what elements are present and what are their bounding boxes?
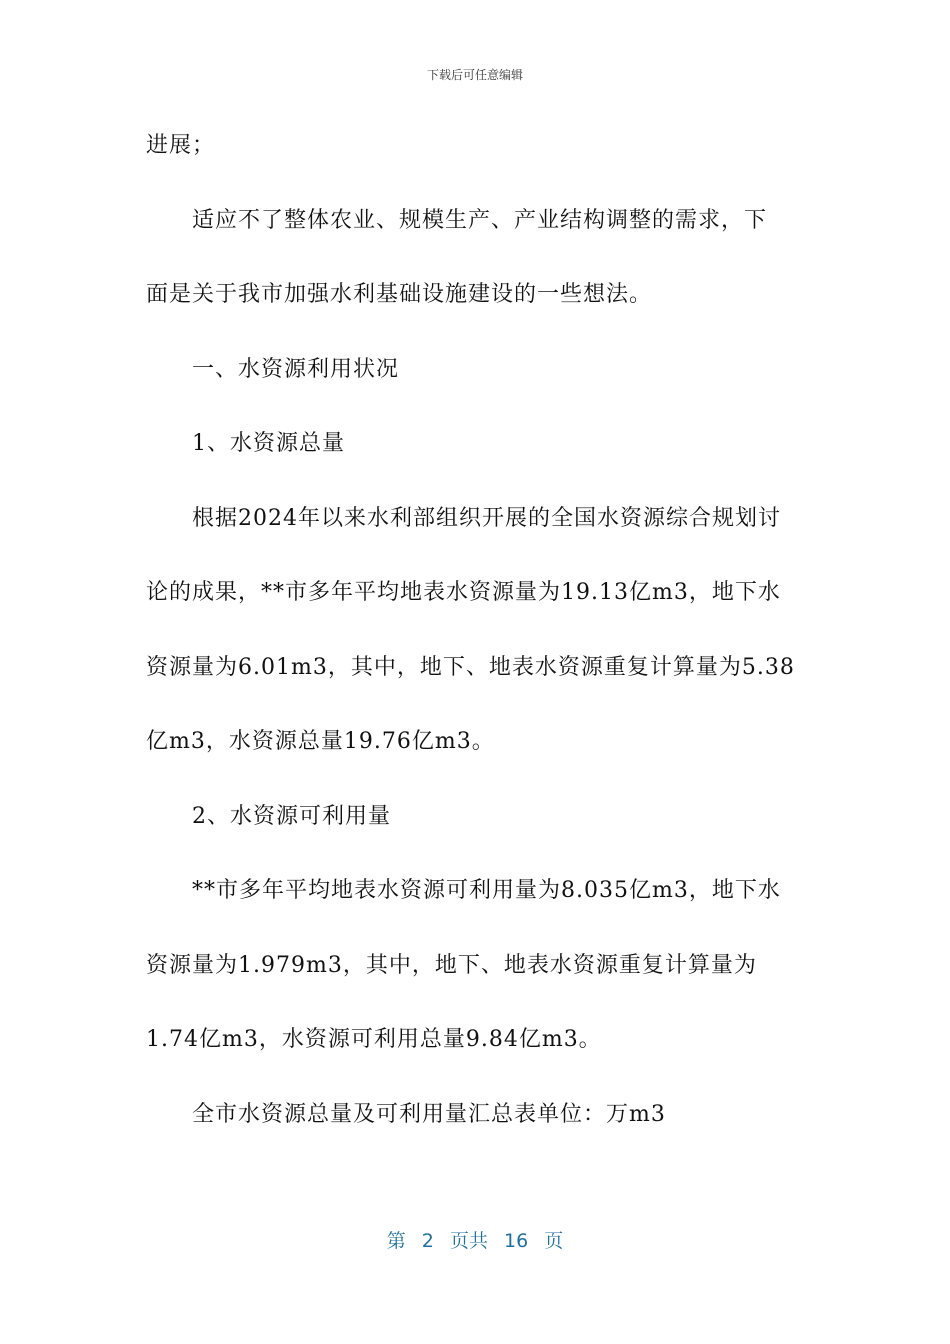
subsection-heading-1: 1、水资源总量 xyxy=(192,431,345,456)
page-footer xyxy=(0,1226,950,1253)
text-line-12: 资源量为1.979m3，其中，地下、地表水资源重复计算量为 xyxy=(146,952,757,978)
text-line-9: 亿m3，水资源总量19.76亿m3。 xyxy=(146,729,495,754)
footer-current-page: 2 xyxy=(421,1230,434,1252)
text-line-3: 面是关于我市加强水利基础设施建设的一些想法。 xyxy=(146,282,653,307)
text-line-8: 资源量为6.01m3，其中，地下、地表水资源重复计算量为5.38 xyxy=(146,654,795,680)
text-line-7: 论的成果，**市多年平均地表水资源量为19.13亿m3，地下水 xyxy=(146,580,781,605)
footer-middle: 页共 xyxy=(449,1230,488,1252)
text-line-2: 适应不了整体农业、规模生产、产业结构调整的需求，下 xyxy=(192,207,768,233)
text-line-1: 进展； xyxy=(146,133,216,158)
text-line-6: 根据2024年以来水利部组织开展的全国水资源综合规划讨 xyxy=(192,505,781,531)
text-line-11: **市多年平均地表水资源可利用量为8.035亿m3，地下水 xyxy=(192,878,781,903)
section-heading-1: 一、水资源利用状况 xyxy=(192,356,400,382)
footer-suffix: 页 xyxy=(544,1230,564,1252)
table-caption: 全市水资源总量及可利用量汇总表单位：万m3 xyxy=(192,1101,666,1127)
text-line-13: 1.74亿m3，水资源可利用总量9.84亿m3。 xyxy=(146,1027,602,1052)
subsection-heading-2: 2、水资源可利用量 xyxy=(192,803,391,829)
document-body xyxy=(146,128,806,1171)
footer-total-pages: 16 xyxy=(504,1230,529,1252)
footer-prefix: 第 xyxy=(386,1230,406,1252)
page-header: 下载后可任意编辑 xyxy=(426,68,523,82)
